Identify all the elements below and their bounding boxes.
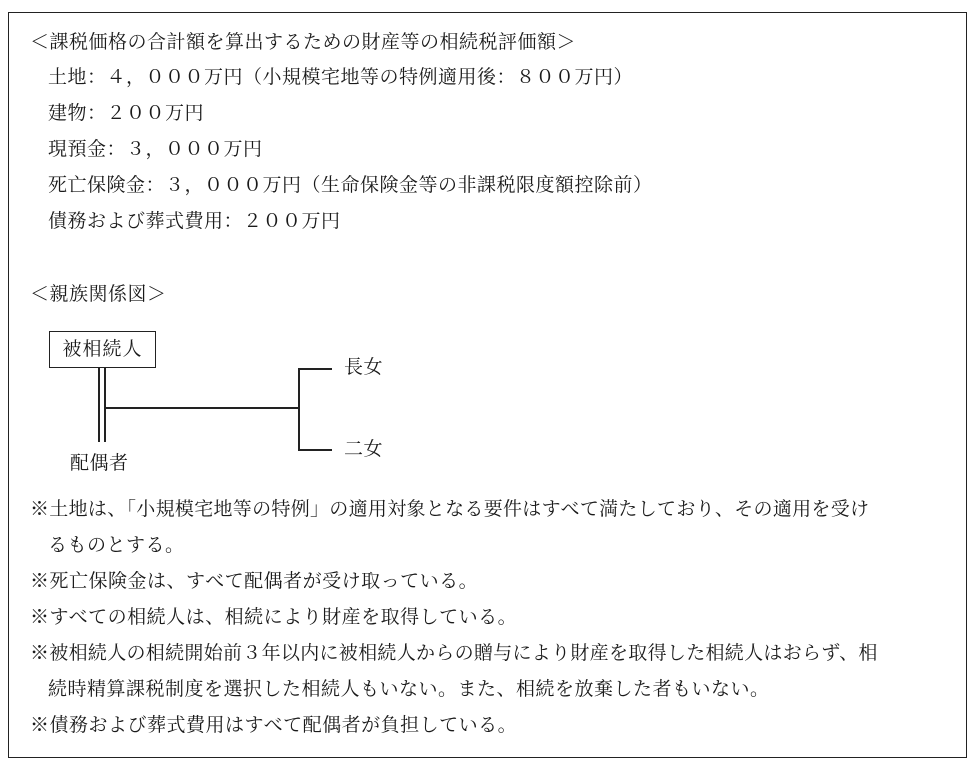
children-bracket-line xyxy=(298,368,300,450)
family-heading: ＜親族関係図＞ xyxy=(30,283,167,305)
note-insurance: ※死亡保険金は、すべて配偶者が受け取っている。 xyxy=(30,570,479,592)
eldest-daughter-branch xyxy=(298,368,332,370)
children-connector-line xyxy=(105,407,299,409)
cash-value: 現預金：３，０００万円 xyxy=(48,138,263,160)
note-heirs: ※すべての相続人は、相続により財産を取得している。 xyxy=(30,606,518,628)
second-daughter-label: 二女 xyxy=(344,438,384,460)
land-value: 土地：４，０００万円（小規模宅地等の特例適用後：８００万円） xyxy=(48,66,634,88)
spouse-label: 配偶者 xyxy=(70,452,129,474)
note-gift-line2: 続時精算課税制度を選択した相続人もいない。また、相続を放棄した者もいない。 xyxy=(48,678,770,700)
debts-value: 債務および葬式費用：２００万円 xyxy=(48,210,341,232)
marriage-line-right xyxy=(104,368,106,442)
deceased-box: 被相続人 xyxy=(49,331,156,368)
note-gift-line1: ※被相続人の相続開始前３年以内に被相続人からの贈与により財産を取得した相続人はおらず、相 xyxy=(30,642,878,664)
eldest-daughter-label: 長女 xyxy=(344,356,384,378)
note-debts: ※債務および葬式費用はすべて配偶者が負担している。 xyxy=(30,714,518,736)
insurance-value: 死亡保険金：３，０００万円（生命保険金等の非課税限度額控除前） xyxy=(48,174,653,196)
building-value: 建物：２００万円 xyxy=(48,102,205,124)
note-land-line1: ※土地は、「小規模宅地等の特例」の適用対象となる要件はすべて満たしており、その適用を受け xyxy=(30,498,870,520)
second-daughter-branch xyxy=(298,449,332,451)
note-land-line2: るものとする。 xyxy=(48,534,185,556)
marriage-line-left xyxy=(98,368,100,442)
valuation-heading: ＜課税価格の合計額を算出するための財産等の相続税評価額＞ xyxy=(30,31,577,53)
